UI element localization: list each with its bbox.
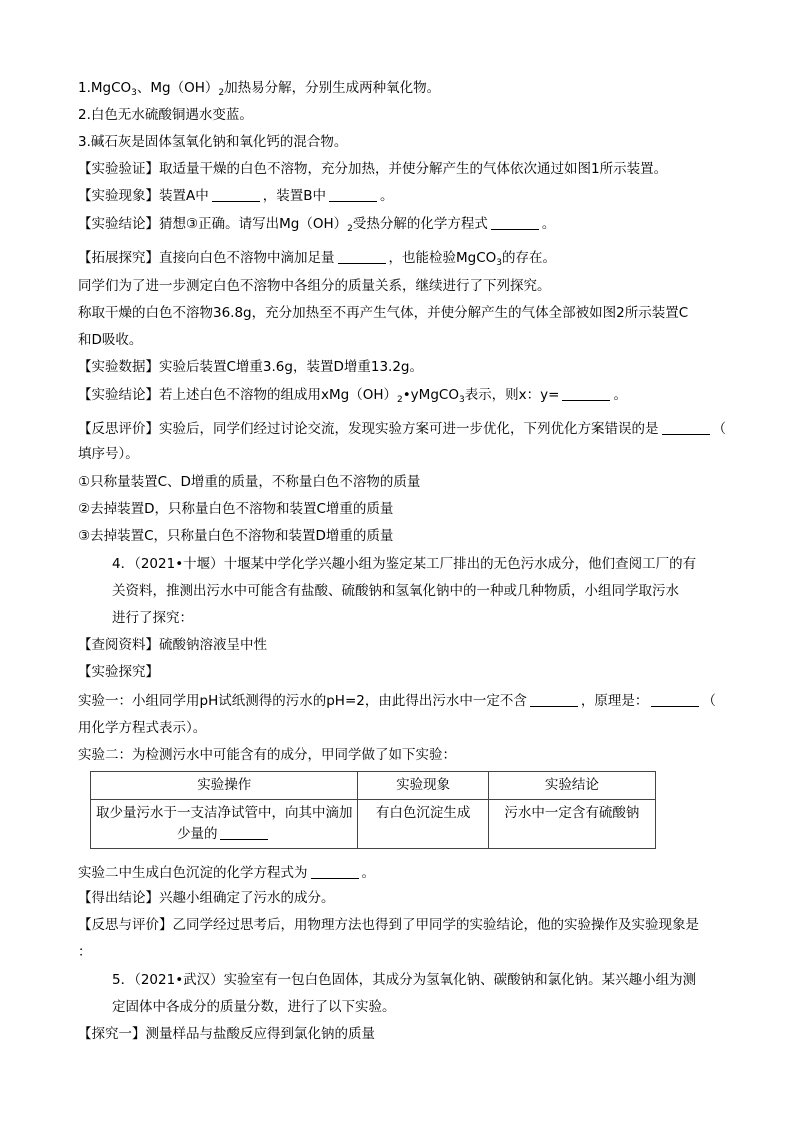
text-line: 4．（2021•十堰）十堰某中学化学兴趣小组为鉴定某工厂排出的无色污水成分，他们查阅工厂的有 xyxy=(112,556,697,572)
text-line: 【实验探究】 xyxy=(78,664,159,680)
text-line: 【查阅资料】硫酸钠溶液呈中性 xyxy=(78,637,267,653)
text-line: ②去掉装置D，只称量白色不溶物和装置C增重的质量 xyxy=(78,501,394,517)
text-line: 用化学方程式表示）。 xyxy=(78,720,207,736)
text-line: 【拓展探究】直接向白色不溶物中滴加足量 ，也能检验MgCO$_3$的存在。 xyxy=(78,250,557,268)
experiment-table xyxy=(90,771,656,849)
text-line: 【实验验证】取适量干燥的白色不溶物，充分加热，并使分解产生的气体依次通过如图1所示装置。 xyxy=(78,161,668,177)
text-line: 关资料，推测出污水中可能含有盐酸、硫酸钠和氢氧化钠中的一种或几种物质，小组同学取污水 xyxy=(112,583,679,599)
answer-blank xyxy=(338,251,386,264)
text-line: 【反思与评价】乙同学经过思考后，用物理方法也得到了甲同学的实验结论，他的实验操作及实验现象是 xyxy=(78,917,699,933)
text-line: 实验二：为检测污水中可能含有的成分，甲同学做了如下实验： xyxy=(78,747,456,763)
table-cell-conclusion: 污水中一定含有硫酸钠 xyxy=(488,800,655,849)
answer-blank xyxy=(220,827,268,840)
text-line: 【反思评价】实验后，同学们经过讨论交流，发现实验方案可进一步优化，下列优化方案错误的是 （ xyxy=(78,421,726,437)
text-line: 【实验结论】若上述白色不溶物的组成用$xMg(OH)_2•yMgCO_3$表示，则x：y= 。 xyxy=(78,387,627,405)
text-line: ①只称量装置C、D增重的质量，不称量白色不溶物的质量 xyxy=(78,474,421,490)
answer-blank xyxy=(212,189,260,202)
text-line: ： xyxy=(78,944,92,960)
text-line: ③去掉装置C，只称量白色不溶物和装置D增重的质量 xyxy=(78,528,394,544)
text-line: 【得出结论】兴趣小组确定了污水的成分。 xyxy=(78,890,335,906)
text-line: 进行了探究： xyxy=(112,610,193,626)
text-line: 填序号）。 xyxy=(78,446,139,462)
text-line: 和D吸收。 xyxy=(78,332,143,348)
answer-blank xyxy=(662,422,710,435)
table-header-cell: 实验现象 xyxy=(358,772,488,800)
table-cell-operation: 取少量污水于一支洁净试管中，向其中滴加 少量的 xyxy=(91,800,358,849)
table-cell-phenomenon: 有白色沉淀生成 xyxy=(358,800,488,849)
text-line: 实验二中生成白色沉淀的化学方程式为 。 xyxy=(78,865,375,881)
text-line: 2.白色无水硫酸铜遇水变蓝。 xyxy=(78,107,253,123)
text-line: 5．（2021•武汉）实验室有一包白色固体，其成分为氢氧化钠、碳酸钠和氯化钠。某兴趣小组为测 xyxy=(112,972,697,988)
answer-blank xyxy=(329,189,377,202)
table-header-cell: 实验结论 xyxy=(488,772,655,800)
text-line: 实验一：小组同学用pH试纸测得的污水的pH=2，由此得出污水中一定不含 ，原理是： （ xyxy=(78,693,716,709)
answer-blank xyxy=(311,866,359,879)
table-header-cell: 实验操作 xyxy=(91,772,358,800)
text-line: 1.MgCO$_3$、$Mg(OH)_2$加热易分解，分别生成两种氧化物。 xyxy=(78,80,441,98)
answer-blank xyxy=(491,217,539,230)
table-header-row xyxy=(91,772,656,800)
text-line: 定固体中各成分的质量分数，进行了以下实验。 xyxy=(112,999,396,1015)
text-line: 【实验数据】实验后装置C增重3.6g，装置D增重13.2g。 xyxy=(78,359,423,375)
text-line: 同学们为了进一步测定白色不溶物中各组分的质量关系，继续进行了下列探究。 xyxy=(78,278,551,294)
text-line: 称取干燥的白色不溶物36.8g，充分加热至不再产生气体，并使分解产生的气体全部被如图2所示装置C xyxy=(78,305,689,321)
table-row xyxy=(91,800,656,849)
text-line: 【实验现象】装置A中 ，装置B中 。 xyxy=(78,188,394,204)
answer-blank xyxy=(651,694,699,707)
text-line: 【探究一】测量样品与盐酸反应得到氯化钠的质量 xyxy=(78,1026,375,1042)
answer-blank xyxy=(562,388,610,401)
text-line: 【实验结论】猜想③正确。请写出$Mg(OH)_2$受热分解的化学方程式 。 xyxy=(78,216,556,234)
text-line: 3.碱石灰是固体氢氧化钠和氧化钙的混合物。 xyxy=(78,134,348,150)
answer-blank xyxy=(530,694,578,707)
